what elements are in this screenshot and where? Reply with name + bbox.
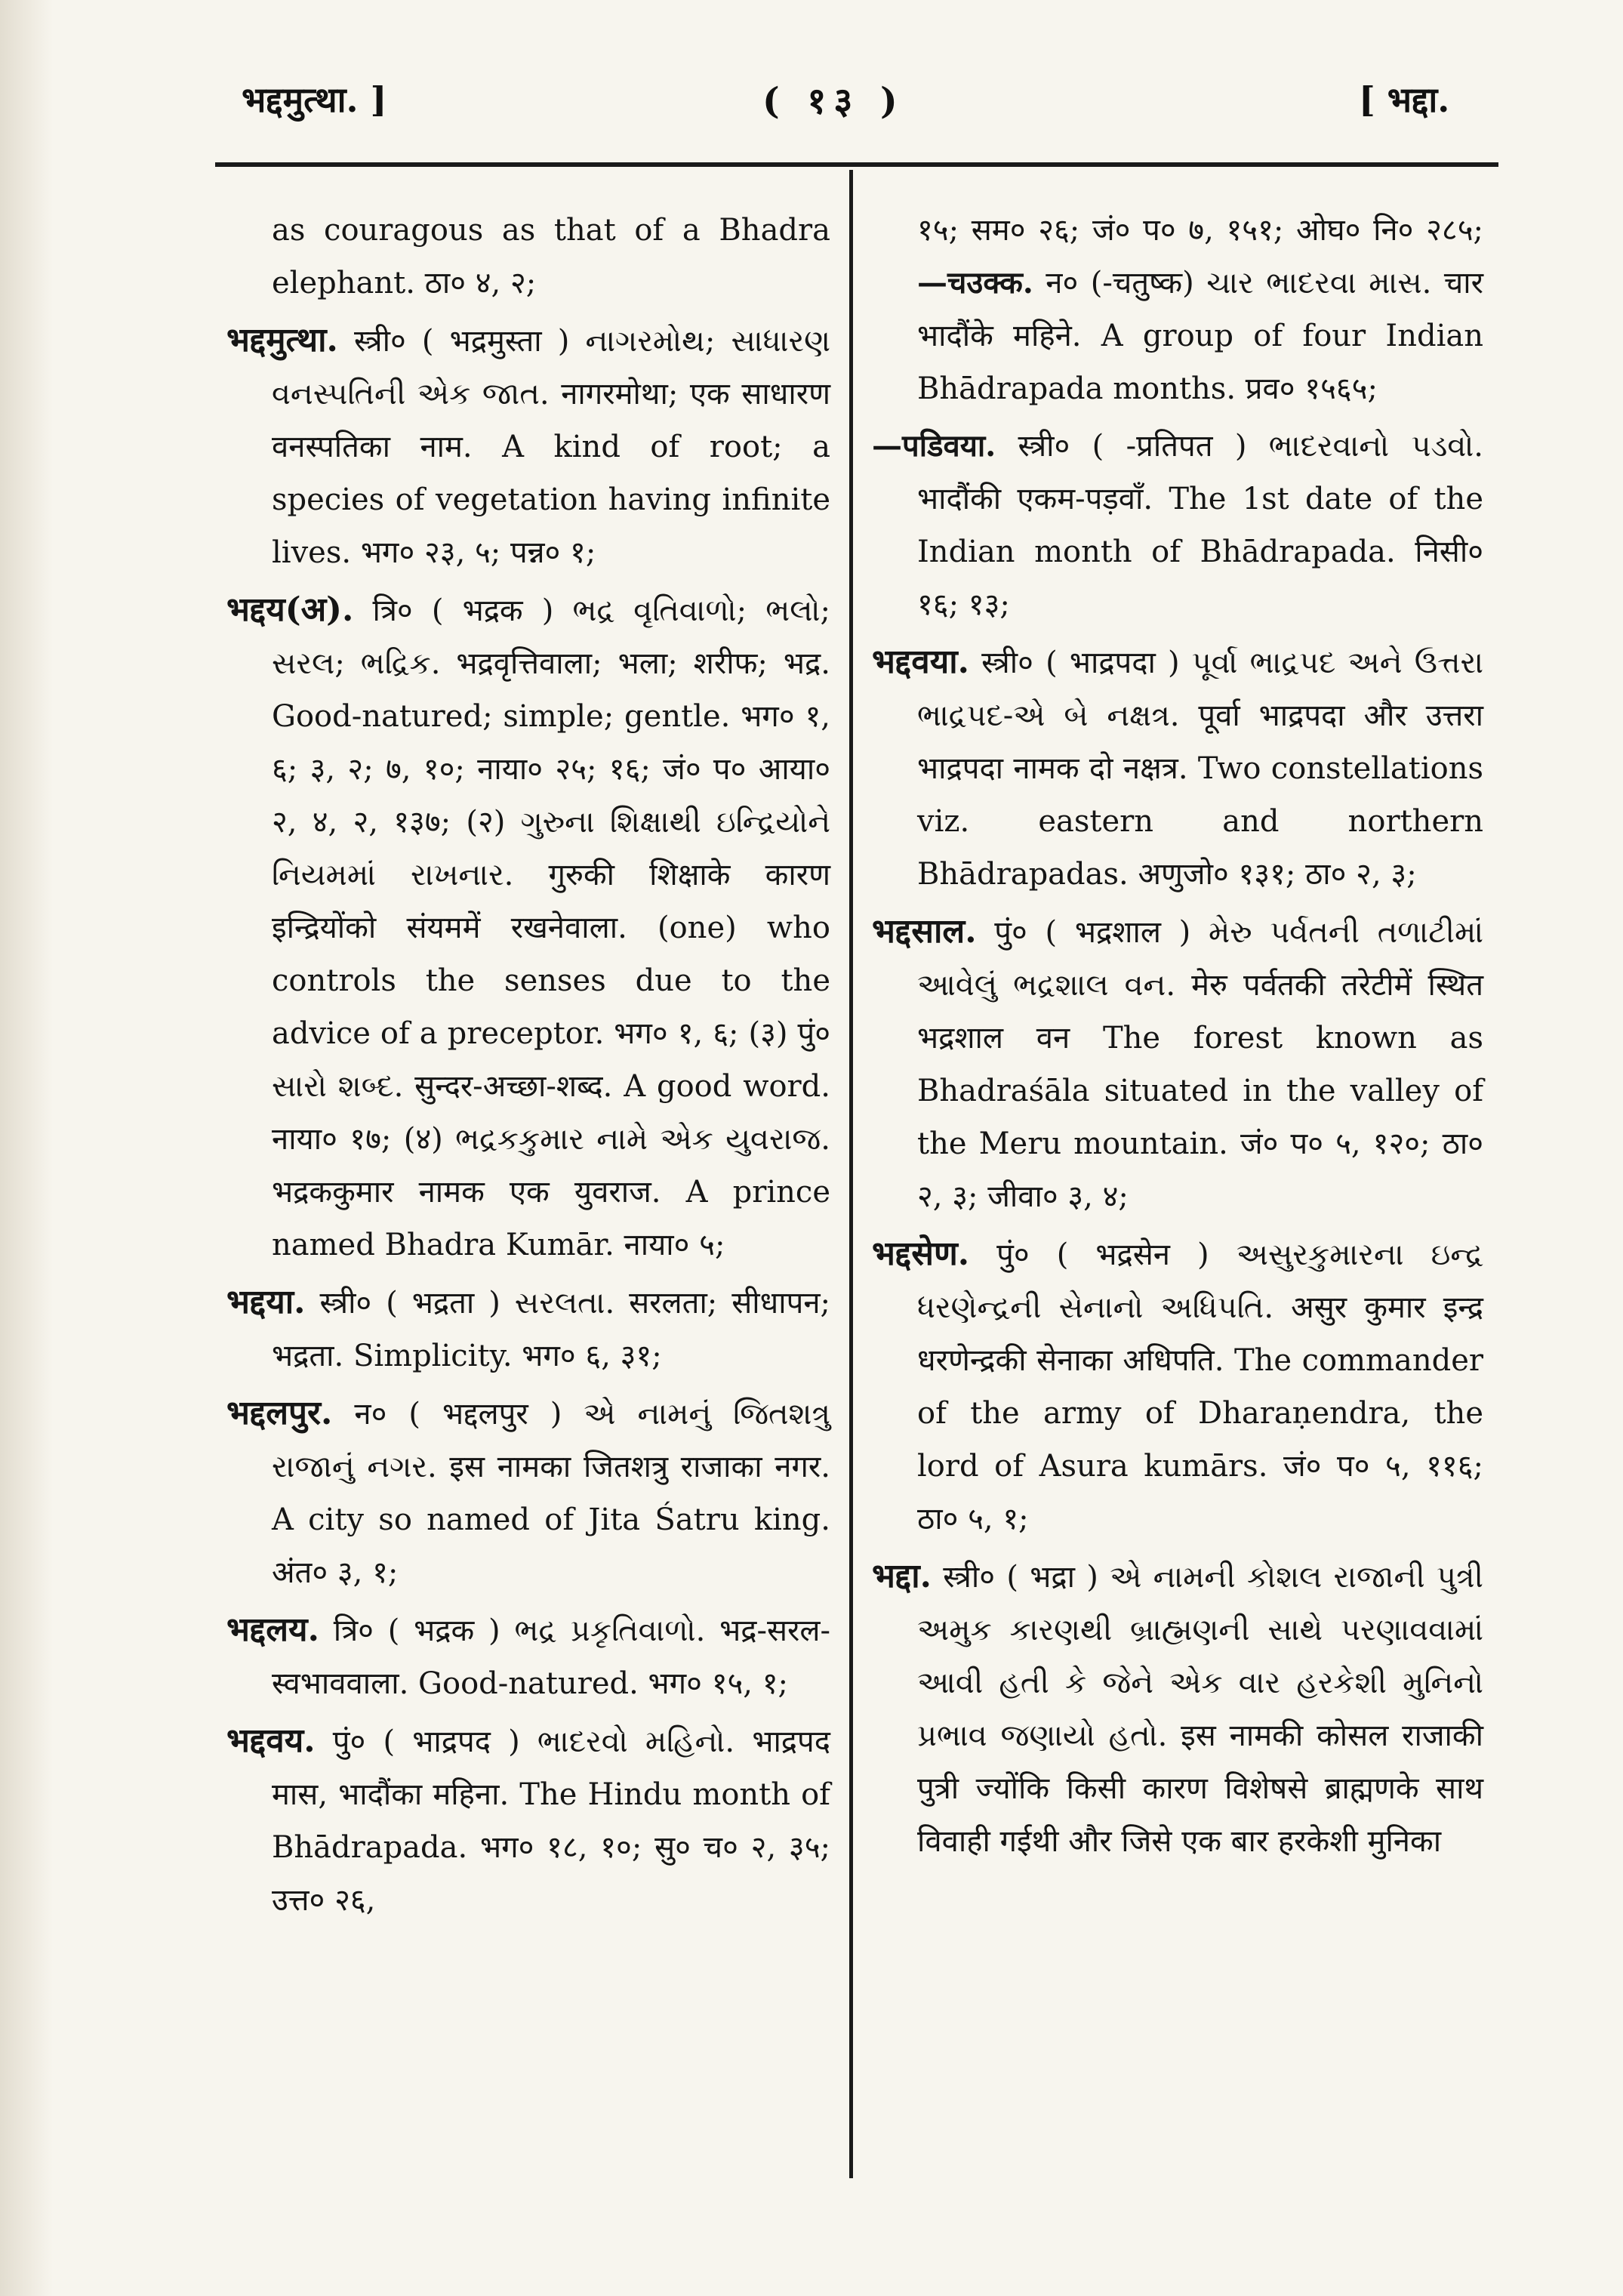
entry-bhaddaya: [226, 584, 830, 1271]
entry-continuation: [872, 204, 1483, 415]
subentry-text: न० (-चतुष्क) ચાર ભાદરવા માસ. चार भादौंके महिने. A group of four Indian Bhādrapada months. प्रव० १५६५;: [917, 266, 1484, 406]
entry-text: स्त्री० ( भद्रता ) સરલતા. सरलता; सीधापन; भद्रता. Simplicity. भग० ६, ३१;: [272, 1286, 830, 1373]
entry-bhadda: [872, 1550, 1483, 1868]
subentry-padivaya: [872, 420, 1483, 631]
page-spine-shadow: [0, 0, 53, 2296]
running-head-left: भद्दमुत्था. ]: [242, 79, 387, 120]
headword: भद्दवया.: [872, 643, 969, 681]
headword: भद्दा.: [872, 1557, 932, 1595]
entry-bhaddaya-fem: [226, 1276, 830, 1382]
left-column: [226, 204, 830, 1931]
column-divider: [849, 170, 853, 2178]
headword: भद्दसाल.: [872, 912, 977, 951]
entry-bhaddalaya: [226, 1604, 830, 1710]
entry-bhaddamuttha: [226, 314, 830, 579]
headword: भद्दया.: [226, 1283, 306, 1321]
entry-text: पुं० ( भद्रसेन ) અસુરકુમારના ઇન્દ્ર ધરણેન્દ્રની સેનાનો અધિપતિ. असुर कुमार इन्द्र धरणेन्द्रकी सेनाका अधिपति. The commander of the army of Dharaṇendra, the lord of Asura kumārs. जं० प० ५, ११६; ठा० ५, १;: [917, 1237, 1483, 1536]
headword: भद्दलय.: [226, 1610, 319, 1649]
entry-bhaddasala: [872, 905, 1483, 1223]
headword: भद्दसेण.: [872, 1234, 970, 1273]
subentry-head: —पडिवया.: [872, 428, 996, 464]
entry-text: स्त्री० ( भद्रा ) એ નામની કોશલ રાજાની પુત્રી અમુક કારણથી બ્રાહ્મણની સાથે પરણાવવામાં આવી હતી કે જેને એક વાર હરકેશી મુનિનો પ્રભાવ જણાયો હતો. इस नामकी कोसल राजाकी पुत्री ज्योंकि किसी कारण विशेषसे ब्राह्मणके साथ विवाही गईथी और जिसे एक बार हरकेशी मुनिका: [917, 1560, 1484, 1859]
entry-text: as couragous as that of a Bhadra elephant. ठा० ४, २;: [272, 213, 830, 300]
entry-text: त्रि० ( भद्रक ) ભદ્ર વૃતિવાળો; ભલો; સરલ; ભદ્રિક. भद्रवृत्तिवाला; भला; शरीफ; भद्र. Good-natured; simple; gentle. भग० १, ६; ३, २; ७, १०; नाया० २५; १६; जं० प० आया० २, ४, २, १३७; (२) ગુરુના શિક્ષાથી ઇન્દ્રિયોને નિયમમાં રાખનાર. गुरुकी शिक्षाके कारण इन्द्रियोंको संयममें रखनेवाला. (one) who controls the senses due to the advice of a preceptor. भग० १, ६; (३) पुं० સારો શબ્દ. सुन्दर-अच्छा-शब्द. A good word. नाया० १७; (४) ભદ્રકકુમાર નામે એક યુવરાજ. भद्रककुमार नामक एक युवराज. A prince named Bhadra Kumār. नाया० ५;: [272, 593, 830, 1262]
entry-text: पुं० ( भद्रशाल ) મેરુ પર્વતની તળાટીમાં આવેલું ભદ્રશાલ વન. मेरु पर्वतकी तरेटीमें स्थित भद्रशाल वन The forest known as Bhadraśāla situated in the valley of the Meru mountain. जं० प० ५, १२०; ठा० २, ३; जीवा० ३, ४;: [917, 915, 1483, 1214]
right-column: [872, 204, 1483, 1872]
entry-text: त्रि० ( भद्रक ) ભદ્ર પ્રકૃતિવાળો. भद्र-सरल-स्वभाववाला. Good-natured. भग० १५, १;: [272, 1613, 830, 1701]
entry-bhaddavaya-fem: [872, 636, 1483, 901]
entry-text: पुं० ( भाद्रपद ) ભાદરવો મહિનો. भाद्रपद मास, भादौंका महिना. The Hindu month of Bhādrapada. भग० १८, १०; सु० च० २, ३५; उत्त० २६,: [272, 1724, 831, 1918]
entry-bhaddavaya: [226, 1715, 830, 1927]
entry-bhaddalapura: [226, 1387, 830, 1599]
header-rule: [215, 162, 1498, 167]
entry-text: १५; सम० २६; जं० प० ७, १५१; ओघ० नि० २८५;: [917, 213, 1483, 248]
headword: भद्दवय.: [226, 1721, 316, 1760]
headword: भद्दमुत्था.: [226, 321, 338, 359]
entry-text: स्त्री० ( भद्रमुस्ता ) નાગરમોથ; સાધારણ વનસ્પતિની એક જાત. नागरमोथा; एक साधारण वनस्पतिका नाम. A kind of root; a species of vegetation having infinite lives. भग० २३, ५; पन्न० १;: [272, 324, 830, 570]
entry-text: स्त्री० ( भाद्रपदा ) પૂર્વા ભાદ્રપદ અને ઉત્તરા ભાદ્રપદ-એ બે નક્ષત્ર. पूर्वा भाद्रपदा और उत्तरा भाद्रपदा नामक दो नक्षत्र. Two constellations viz. eastern and northern Bhādrapadas. अणुजो० १३१; ठा० २, ३;: [917, 646, 1484, 892]
entry-bhaddasena: [872, 1228, 1483, 1546]
running-head-right: [ भद्दा.: [1359, 79, 1450, 120]
entry-continuation: [226, 204, 830, 310]
subentry-text: स्त्री० ( -प्रतिपत ) ભાદરવાનો પડવો. भादौंकी एकम-पड़वाँ. The 1st date of the Indian month of Bhādrapada. निसी० १६; १३;: [917, 429, 1483, 622]
entry-text: न० ( भद्दलपुर ) એ નામનું જિતશત્રુ રાજાનું નગર. इस नामका जितशत्रु राजाका नगर. A city so named of Jita Śatru king. अंत० ३, १;: [272, 1397, 830, 1590]
headword: भद्दय(अ).: [226, 590, 354, 629]
subentry-head: —चउक्क.: [917, 265, 1033, 300]
page-number: ( १३ ): [762, 80, 905, 122]
headword: भद्दलपुर.: [226, 1394, 333, 1432]
